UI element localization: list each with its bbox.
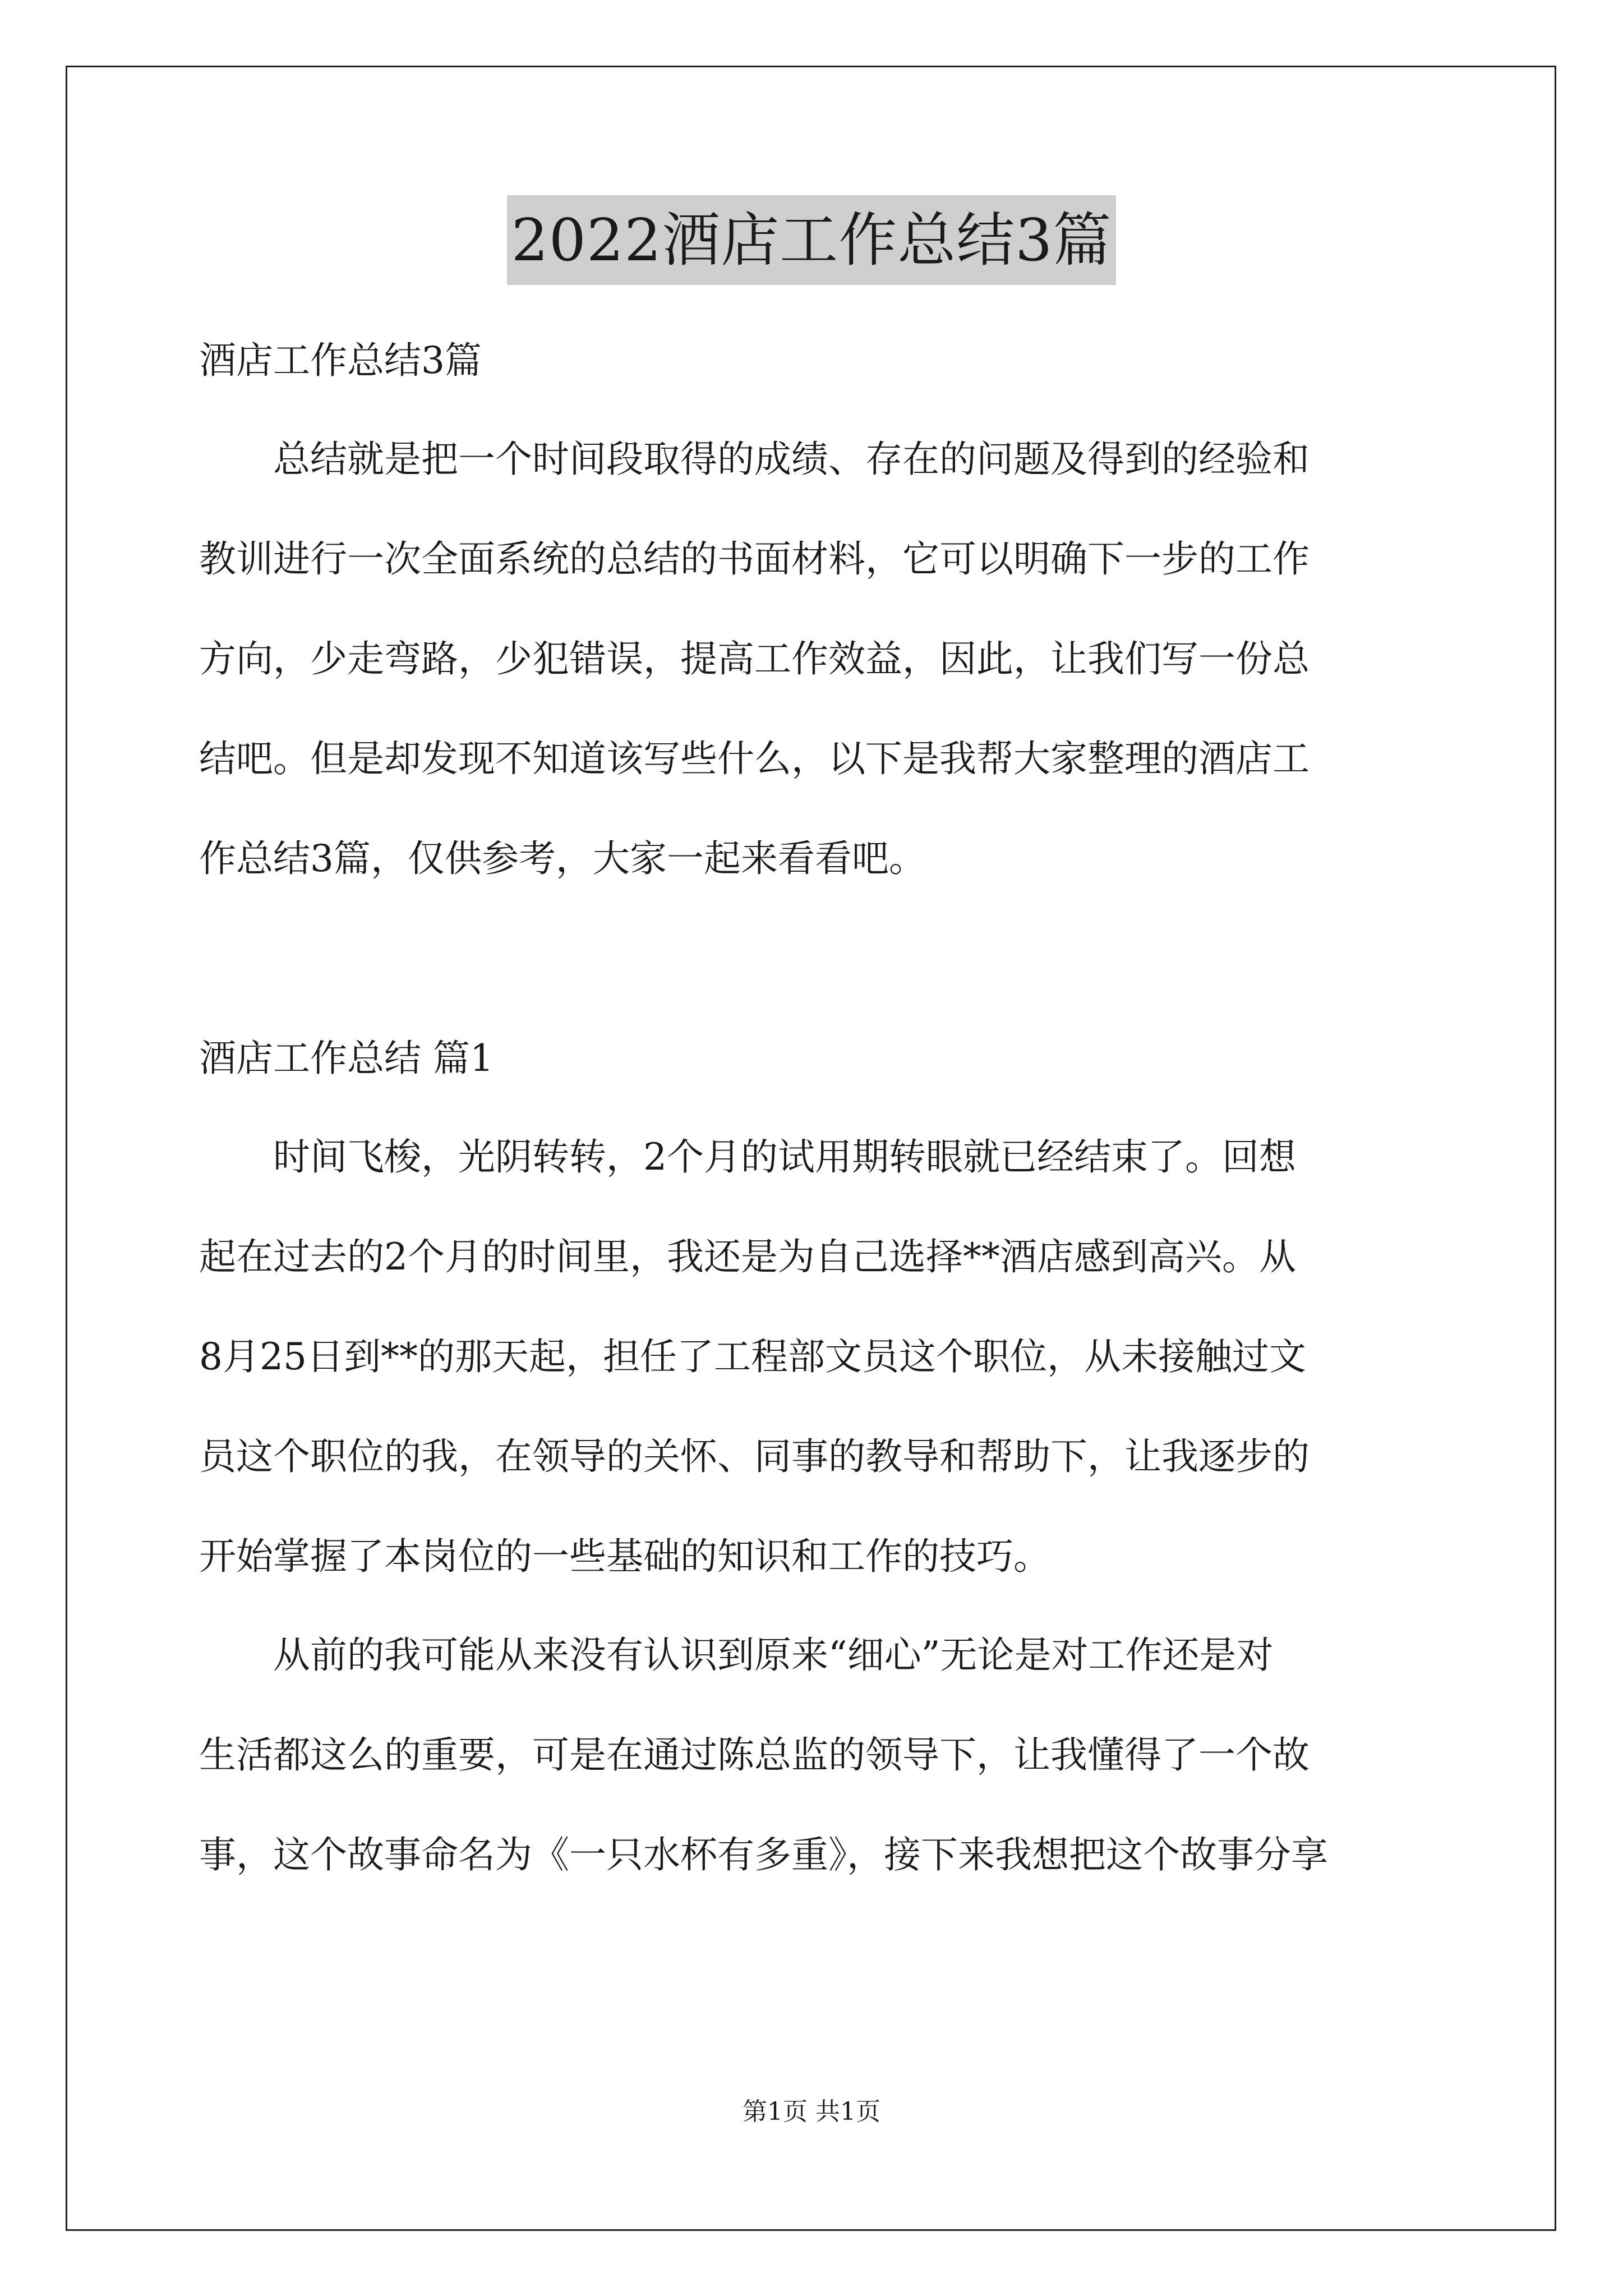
paragraph-line: 从前的我可能从来没有认识到原来“细心”无论是对工作还是对 bbox=[273, 1634, 1274, 1677]
intro-paragraph bbox=[199, 435, 1433, 883]
paragraph-line: 教训进行一次全面系统的总结的书面材料，它可以明确下一步的工作 bbox=[199, 537, 1310, 581]
page-footer: 第1页 共1页 bbox=[743, 2097, 880, 2126]
paragraph-line: 总结就是把一个时间段取得的成绩、存在的问题及得到的经验和 bbox=[273, 438, 1310, 481]
paragraph-1 bbox=[199, 1133, 1433, 1581]
title-container bbox=[0, 195, 1623, 285]
paragraph-line: 起在过去的2个月的时间里，我还是为自己选择**酒店感到高兴。从 bbox=[199, 1235, 1296, 1278]
document-subtitle: 酒店工作总结3篇 bbox=[199, 339, 482, 382]
paragraph-line: 方向，少走弯路，少犯错误，提高工作效益，因此，让我们写一份总 bbox=[199, 637, 1310, 680]
paragraph-line: 生活都这么的重要，可是在通过陈总监的领导下，让我懂得了一个故 bbox=[199, 1733, 1310, 1777]
document-title: 2022酒店工作总结3篇 bbox=[507, 195, 1117, 285]
document-body bbox=[199, 337, 1433, 1879]
paragraph-line: 时间飞梭，光阴转转，2个月的试用期转眼就已经结束了。回想 bbox=[273, 1135, 1296, 1179]
paragraph-line: 开始掌握了本岗位的一些基础的知识和工作的技巧。 bbox=[199, 1535, 1050, 1578]
paragraph-2 bbox=[199, 1631, 1433, 1879]
paragraph-line: 结吧。但是却发现不知道该写些什么，以下是我帮大家整理的酒店工 bbox=[199, 737, 1310, 780]
paragraph-line: 作总结3篇，仅供参考，大家一起来看看吧。 bbox=[199, 837, 926, 880]
paragraph-line: 事，这个故事命名为《一只水杯有多重》，接下来我想把这个故事分享 bbox=[199, 1833, 1328, 1876]
paragraph-line: 员这个职位的我，在领导的关怀、同事的教导和帮助下，让我逐步的 bbox=[199, 1435, 1310, 1478]
section-heading: 酒店工作总结 篇1 bbox=[199, 1037, 494, 1080]
paragraph-line: 8月25日到**的那天起，担任了工程部文员这个职位，从未接触过文 bbox=[199, 1335, 1306, 1378]
